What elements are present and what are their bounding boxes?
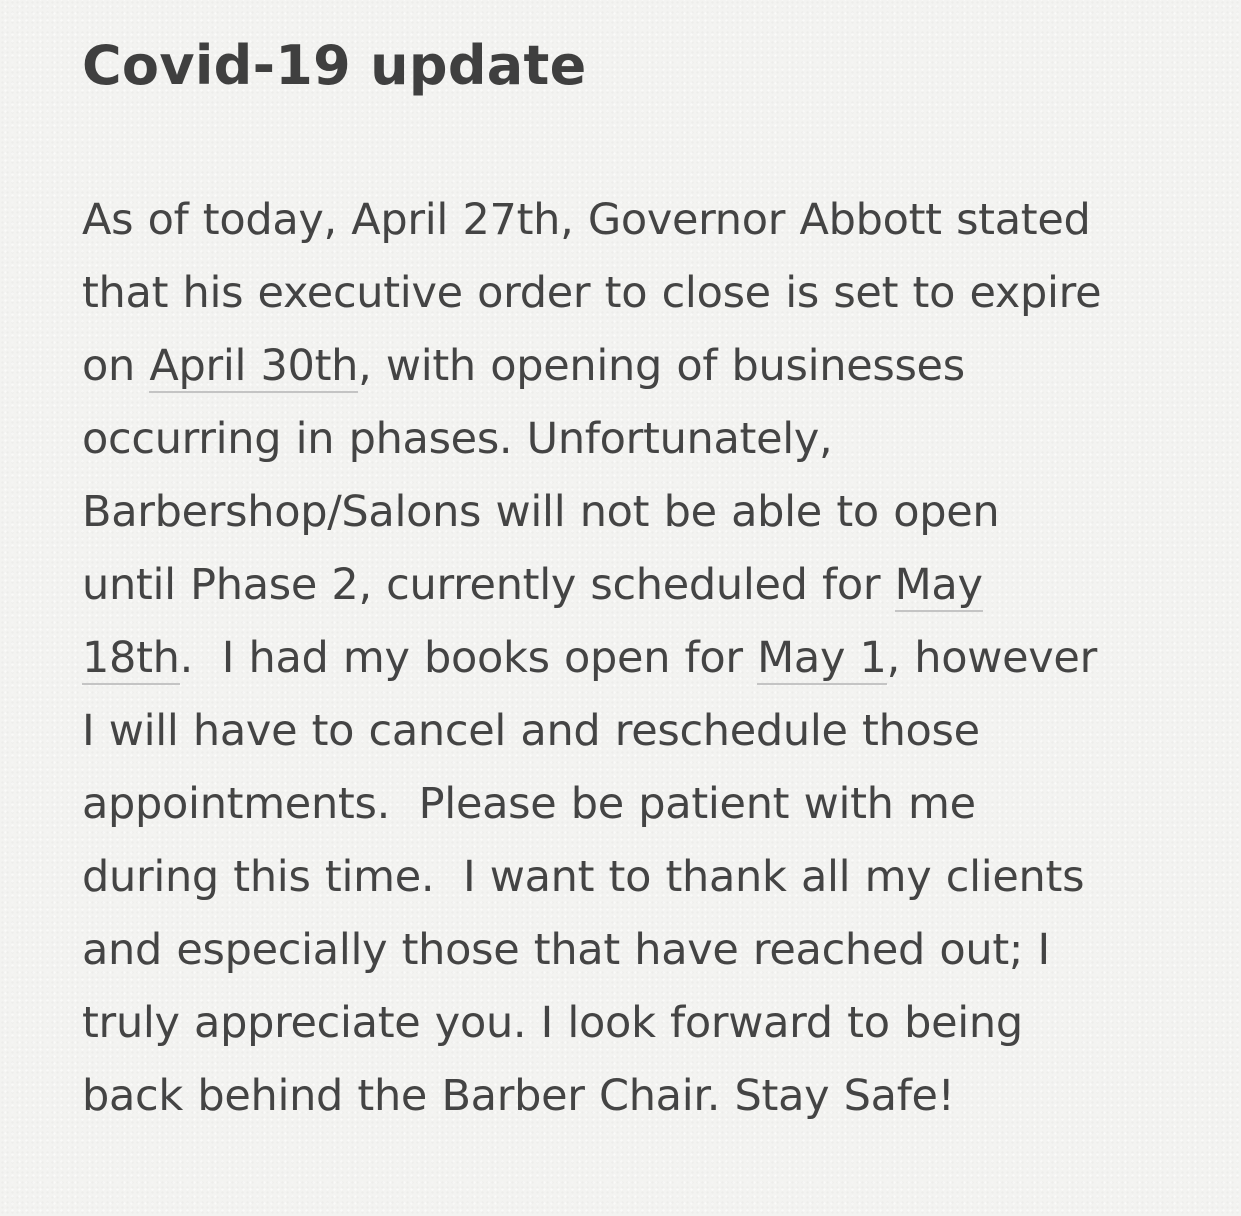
note-line-9: appointments. Please be patient with me <box>82 779 976 829</box>
note-text: until Phase 2, currently scheduled for <box>82 560 895 610</box>
note-line-13: back behind the Barber Chair. Stay Safe! <box>82 1071 955 1121</box>
note-line-12: truly appreciate you. I look forward to being <box>82 998 1023 1048</box>
note-text: , with opening of businesses <box>358 341 965 391</box>
note-line-2: that his executive order to close is set to expire <box>82 268 1102 318</box>
note-body <box>82 184 1192 1133</box>
note-title: Covid-19 update <box>82 34 587 97</box>
date-link-may-18-part2[interactable]: 18th <box>82 633 180 683</box>
note-line-11: and especially those that have reached out; I <box>82 925 1050 975</box>
note-line-4: occurring in phases. Unfortunately, <box>82 414 833 464</box>
note-line-7 <box>82 622 1192 695</box>
note-line-5: Barbershop/Salons will not be able to open <box>82 487 1000 537</box>
note-line-10: during this time. I want to thank all my clients <box>82 852 1085 902</box>
note-line-6 <box>82 549 1192 622</box>
note-text: . I had my books open for <box>179 633 758 683</box>
note-line-1: As of today, April 27th, Governor Abbott stated <box>82 195 1091 245</box>
date-link-april-30[interactable]: April 30th <box>149 341 359 391</box>
date-link-may-1[interactable]: May 1 <box>757 633 887 683</box>
note-line-8: I will have to cancel and reschedule those <box>82 706 980 756</box>
note-line-3 <box>82 330 1192 403</box>
note-text: on <box>82 341 150 391</box>
date-link-may-18-part1[interactable]: May <box>894 560 983 610</box>
note-container <box>82 28 1192 1133</box>
note-text: , however <box>886 633 1097 683</box>
